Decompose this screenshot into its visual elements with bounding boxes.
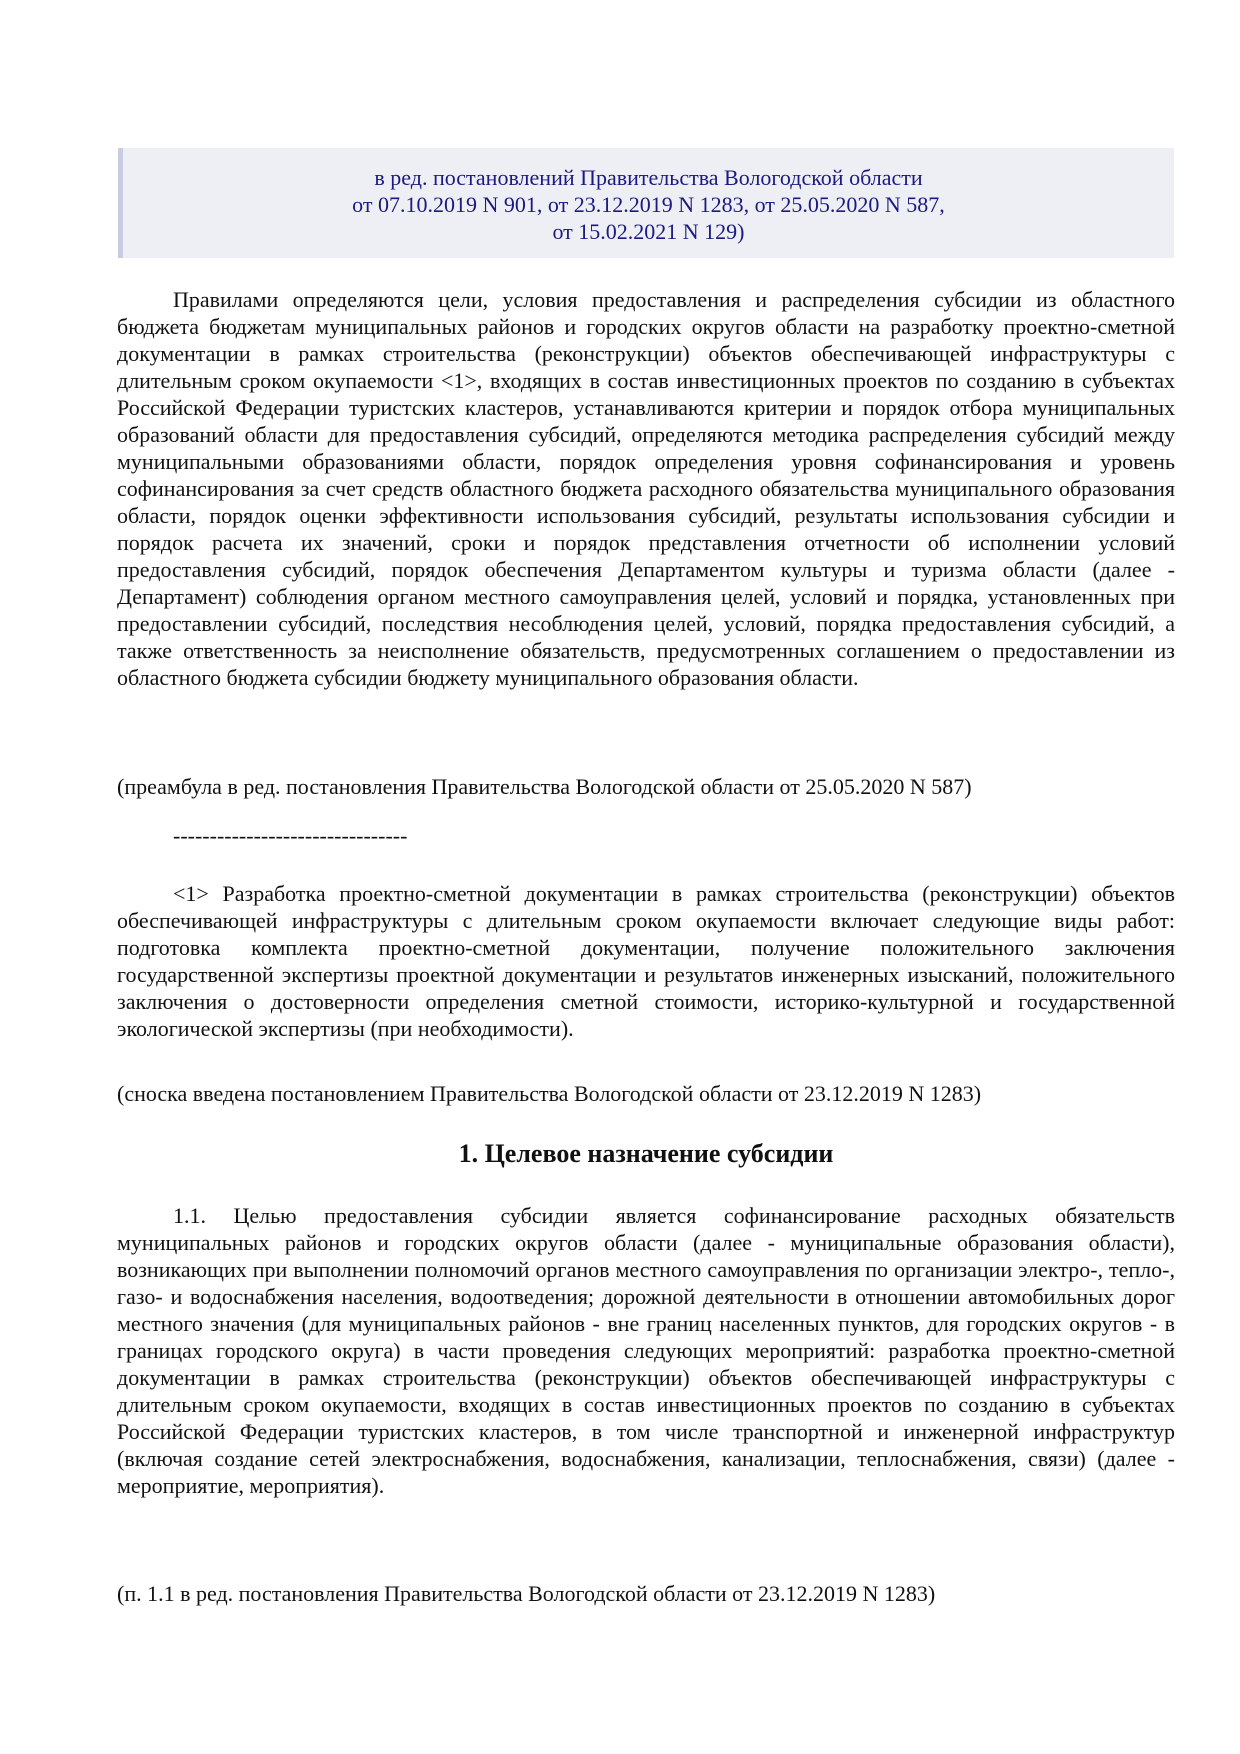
paragraph-1-1-text: 1.1. Целью предоставления субсидии является софинансирование расходных обязательств муниципальных районов и городских округов области (далее - муниципальные образования области), возникающих при выполнении полномочий органов местного самоуправления по организации электро-, тепло-, газо- и водоснабжения населения, водоотведения; дорожной деятельности в отношении автомобильных дорог местного значения (для муниципальных районов - вне границ населенных пунктов, для городских округов - в границах городского округа) в части проведения следующих мероприятий: разработка проектно-сметной документации в рамках строительства (реконструкции) объектов обеспечивающей инфраструктуры с длительным сроком окупаемости, входящих в состав инвестиционных проектов по созданию в субъектах Российской Федерации туристских кластеров, в том числе транспортной и инженерной инфраструктур (включая создание сетей электроснабжения, водоснабжения, канализации, теплоснабжения, связи) (далее - мероприятие, мероприятия). — [117, 1203, 1175, 1498]
footnote-paragraph — [117, 880, 1175, 1042]
section-1-heading: 1. Целевое назначение субсидии — [458, 1139, 834, 1168]
revision-history-box — [118, 148, 1174, 258]
revision-line-2: от 07.10.2019 N 901, от 23.12.2019 N 1283, от 25.05.2020 N 587, — [352, 192, 945, 217]
footnote-note-text: (сноска введена постановлением Правительства Вологодской области от 23.12.2019 N 1283) — [117, 1081, 982, 1106]
footnote-separator: -------------------------------- — [173, 823, 408, 848]
paragraph-1-1-revision-note — [117, 1580, 1175, 1607]
footnote-revision-note — [117, 1080, 1175, 1107]
preamble-note-text: (преамбула в ред. постановления Правительства Вологодской области от 25.05.2020 N 587) — [117, 774, 972, 799]
preamble-paragraph — [117, 286, 1175, 691]
revision-line-3: от 15.02.2021 N 129) — [552, 219, 745, 244]
paragraph-1-1 — [117, 1202, 1175, 1499]
preamble-text: Правилами определяются цели, условия предоставления и распределения субсидии из областного бюджета бюджетам муниципальных районов и городских округов области на разработку проектно-сметной документации в рамках строительства (реконструкции) объектов обеспечивающей инфраструктуры с длительным сроком окупаемости <1>, входящих в состав инвестиционных проектов по созданию в субъектах Российской Федерации туристских кластеров, устанавливаются критерии и порядок отбора муниципальных образований области для предоставления субсидий, определяются методика распределения субсидий между муниципальными образованиями области, порядок определения уровня софинансирования и уровень софинансирования за счет средств областного бюджета расходного обязательства муниципального образования области, порядок оценки эффективности использования субсидий, результаты использования субсидии и порядок расчета их значений, сроки и порядок представления отчетности об исполнении условий предоставления субсидий, порядок обеспечения Департаментом культуры и туризма области (далее - Департамент) соблюдения органом местного самоуправления целей, условий и порядка, установленных при предоставлении субсидий, последствия несоблюдения целей, условий, порядка предоставления субсидий, а также ответственность за неисполнение обязательств, предусмотренных соглашением о предоставлении из областного бюджета субсидии бюджету муниципального образования области. — [117, 287, 1175, 690]
preamble-revision-note — [117, 773, 1175, 800]
revision-line-1: в ред. постановлений Правительства Вологодской области — [374, 165, 923, 190]
paragraph-1-1-note-text: (п. 1.1 в ред. постановления Правительства Вологодской области от 23.12.2019 N 1283) — [117, 1581, 936, 1606]
footnote-text: <1> Разработка проектно-сметной документации в рамках строительства (реконструкции) объектов обеспечивающей инфраструктуры с длительным сроком окупаемости включает следующие виды работ: подготовка комплекта проектно-сметной документации, получение положительного заключения государственной экспертизы проектной документации и результатов инженерных изысканий, положительного заключения о достоверности определения сметной стоимости, историко-культурной и государственной экологической экспертизы (при необходимости). — [117, 881, 1175, 1041]
